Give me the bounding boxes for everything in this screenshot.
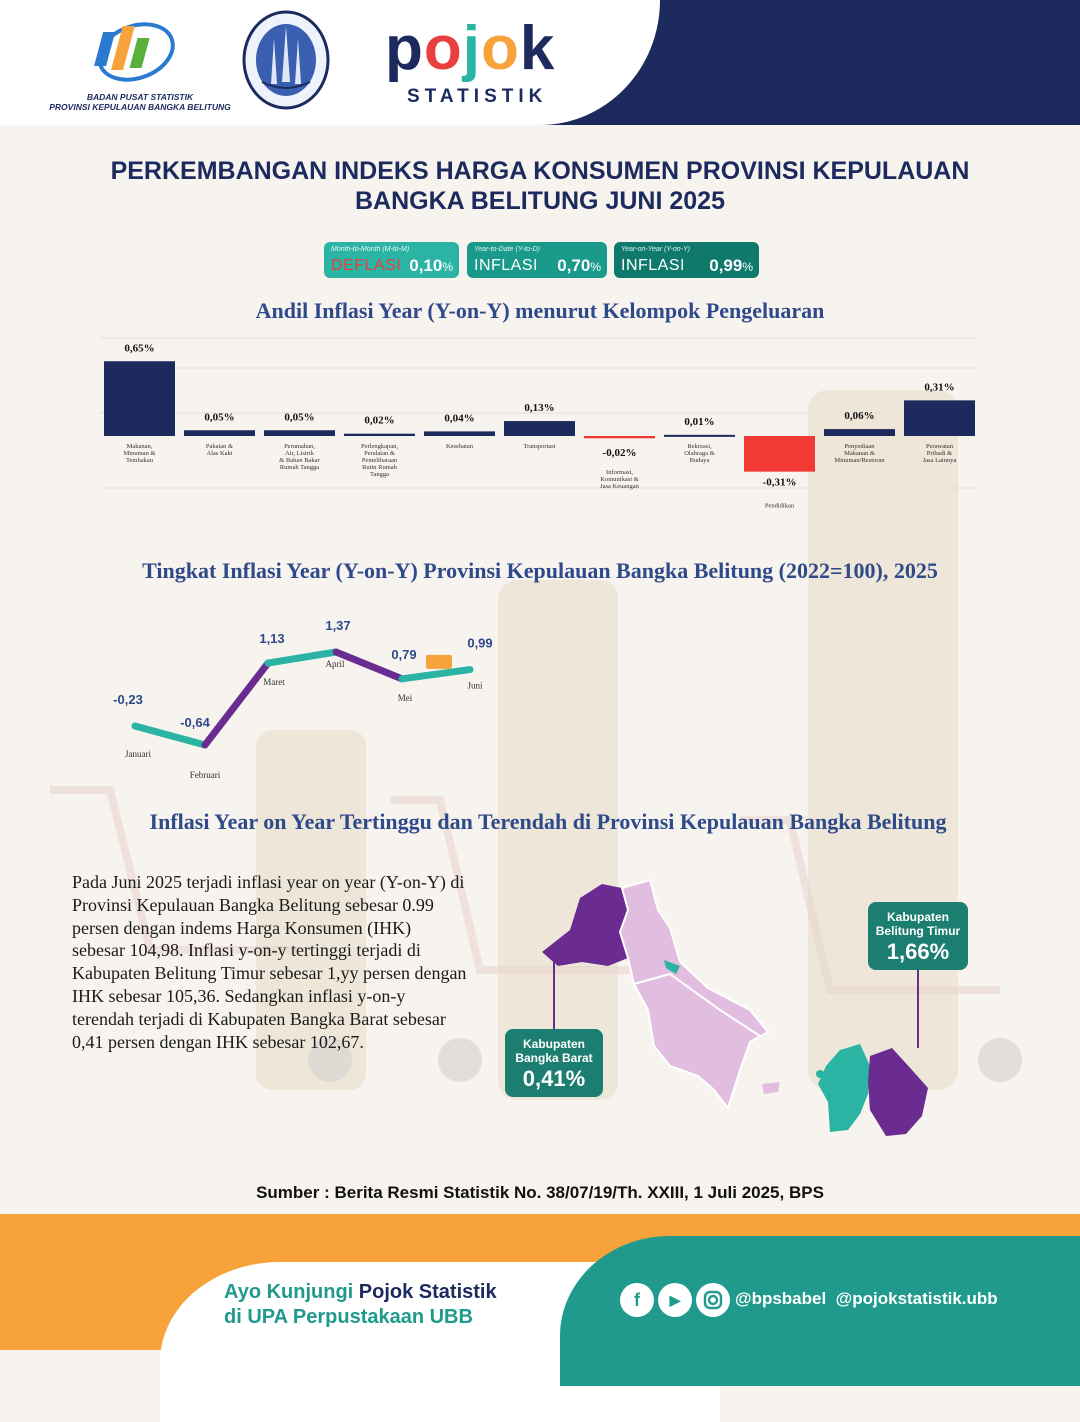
category-label: Transportasi	[523, 443, 556, 450]
month-label: Mei	[397, 692, 413, 703]
facebook-icon[interactable]: f	[620, 1283, 654, 1317]
badge-kind: INFLASI	[474, 257, 538, 274]
bar-value-label: 0,13%	[524, 402, 555, 415]
page-title	[60, 156, 1020, 216]
bar-value-label: 0,05%	[204, 411, 235, 424]
bar-value-label: 0,02%	[364, 414, 395, 427]
callout-belitung-timur	[868, 902, 968, 970]
category-label: Peralatan &	[364, 450, 395, 457]
category-label: Perlengkapan,	[360, 443, 399, 450]
line-value-label: -0,23	[113, 692, 143, 708]
callout-value: 0,41%	[522, 1066, 586, 1091]
pojok-letter: o	[423, 14, 463, 83]
instagram-icon[interactable]	[696, 1283, 730, 1317]
category-label: Makanan &	[844, 450, 875, 457]
map-bangka-barat	[542, 884, 628, 966]
bar-value-label: 0,04%	[444, 412, 475, 425]
badge-unit: %	[442, 260, 453, 274]
line-chart	[0, 620, 560, 790]
bar	[424, 431, 495, 436]
bar	[104, 361, 175, 436]
badge-period: Year-on-Year (Y-on-Y)	[621, 246, 690, 253]
social-handles	[735, 1289, 998, 1309]
category-label: Jasa Lainnya	[922, 457, 957, 464]
callout-value: 1,66%	[886, 939, 950, 964]
category-label: Olahraga &	[684, 450, 715, 457]
page-title-line1: PERKEMBANGAN INDEKS HARGA KONSUMEN PROVINSI KEPULAUAN	[110, 157, 970, 185]
category-label: Pribadi &	[926, 450, 953, 457]
month-label: Juni	[467, 680, 483, 691]
bar-value-label: 0,65%	[124, 342, 155, 355]
callout-name-line1: Kabupaten	[886, 910, 949, 924]
badge-value	[709, 256, 753, 276]
pojok-letter: o	[480, 14, 520, 83]
category-label: Rekreasi,	[687, 443, 712, 450]
category-label: Alas Kaki	[206, 450, 233, 457]
line-value-label: 0,79	[391, 646, 417, 662]
category-label: Tangga	[369, 471, 390, 478]
line-segment	[205, 663, 268, 745]
bar-value-label: 0,01%	[684, 415, 715, 428]
bar	[904, 400, 975, 436]
pojok-letter: k	[519, 14, 556, 83]
bar	[344, 434, 415, 436]
bar	[664, 435, 735, 437]
month-label: Februari	[189, 770, 221, 780]
bar	[504, 421, 575, 436]
line-value-label: 0,99	[467, 635, 493, 651]
category-label: Air, Listrik	[285, 450, 314, 457]
category-label: & Bahan Bakar	[279, 457, 320, 464]
line-chart-title: Tingkat Inflasi Year (Y-on-Y) Provinsi Kepulauan Bangka Belitung (2022=100), 2025	[142, 558, 938, 583]
category-label: Minuman/Restoran	[834, 457, 885, 464]
bar	[744, 436, 815, 472]
badge-yoy	[614, 242, 759, 278]
bps-logo-icon	[92, 14, 178, 92]
badge-number: 0,10	[409, 256, 443, 275]
bar	[184, 430, 255, 436]
callout-name-line2: Belitung Timur	[875, 924, 961, 938]
bar-value-label: 0,31%	[924, 381, 955, 394]
map-bangka	[620, 880, 768, 1108]
category-label: Perawatan	[925, 443, 954, 450]
truck-icon	[426, 655, 452, 669]
badge-number: 0,99	[709, 256, 743, 275]
pojok-wordmark	[385, 14, 555, 84]
month-label: Januari	[125, 749, 151, 760]
bps-caption-line2: PROVINSI KEPULAUAN BANGKA BELITUNG	[49, 102, 231, 112]
map-belitung-timur	[868, 1048, 928, 1136]
category-label: Budaya	[689, 457, 710, 464]
badge-ytd	[467, 242, 607, 278]
badge-kind: DEFLASI	[331, 257, 402, 274]
line-value-label: -0,64	[180, 715, 210, 730]
line-segment	[402, 670, 470, 679]
badge-number: 0,70	[557, 256, 591, 275]
category-label: Rumah Tangga	[279, 464, 320, 471]
summary-paragraph: Pada Juni 2025 terjadi inflasi year on year (Y-on-Y) di Provinsi Kepulauan Bangka Belitung sebesar 0.99 persen dengan indems Harga Konsumen (IHK) sebesar 104,98. Inflasi y-on-y tertinggi terjadi di Kabupaten Belitung Timur sebesar 1,yy persen dengan IHK sebesar 105,36. Sedangkan inflasi y-on-y terendah terjadi di Kabupaten Bangka Barat sebesar 0,41 persen dengan IHK sebesar 102,67.	[72, 872, 467, 1052]
badge-value	[557, 256, 601, 276]
line-value-label: 1,37	[325, 620, 351, 633]
month-label: Maret	[263, 677, 285, 688]
bar	[264, 430, 335, 436]
bar-value-label: 0,05%	[284, 411, 315, 424]
callout-name-line1: Kabupaten	[522, 1037, 585, 1051]
category-label: Pendidikan	[764, 502, 795, 510]
category-label: Rutin Rumah	[362, 464, 397, 471]
source-note: Sumber : Berita Resmi Statistik No. 38/07/19/Th. XXIII, 1 Juli 2025, BPS	[256, 1183, 824, 1202]
category-label: Penyediaan	[844, 443, 875, 450]
bar-value-label: 0,06%	[844, 410, 875, 423]
badge-period: Year-to-Date (Y-to-D)	[474, 246, 540, 253]
category-label: Tembakau	[126, 457, 153, 464]
badge-unit: %	[590, 260, 601, 274]
badge-value	[409, 256, 453, 276]
pojok-subtitle: STATISTIK	[407, 86, 548, 107]
category-label: Pemeliharaan	[361, 457, 398, 464]
category-label: Makanan,	[126, 443, 153, 450]
category-label: Kesehatan	[445, 443, 474, 450]
map-belitung	[818, 1044, 870, 1132]
pojok-letter: j	[462, 14, 481, 83]
category-label: Minuman &	[123, 450, 156, 457]
badge-kind: INFLASI	[621, 257, 685, 274]
category-label: Perumahan,	[284, 443, 315, 450]
ubb-seal-icon	[240, 4, 332, 110]
line-value-label: 1,13	[259, 631, 285, 647]
callout-name	[868, 902, 968, 938]
bps-caption	[40, 92, 240, 112]
section3-title: Inflasi Year on Year Tertinggu dan Terendah di Provinsi Kepulauan Bangka Belitung	[149, 809, 947, 834]
footer-line2: di UPA Perpustakaan UBB	[224, 1306, 473, 1328]
bps-caption-line1: BADAN PUSAT STATISTIK	[86, 92, 194, 102]
callout-bangka-barat	[505, 1029, 603, 1097]
callout-name-line2: Bangka Barat	[515, 1051, 593, 1065]
category-label: Informasi,	[606, 469, 633, 476]
youtube-icon[interactable]: ▶	[658, 1283, 692, 1317]
handle-pojokstatistik[interactable]: @pojokstatistik.ubb	[835, 1289, 998, 1308]
footer-line1	[224, 1281, 497, 1304]
handle-bpsbabel[interactable]: @bpsbabel	[735, 1289, 827, 1308]
bar-value-label: -0,31%	[762, 476, 797, 489]
badge-mtm	[324, 242, 459, 278]
category-label: Jasa Keuangan	[600, 483, 639, 490]
bar-value-label: -0,02%	[602, 447, 637, 459]
callout-name	[505, 1029, 603, 1065]
badge-period: Month-to-Month (M-to-M)	[331, 246, 410, 253]
category-label: Komunikasi &	[600, 476, 639, 483]
page-title-line2: BANGKA BELITUNG JUNI 2025	[355, 187, 725, 215]
badge-unit: %	[742, 260, 753, 274]
month-label: April	[325, 659, 345, 669]
footer-line1-a: Ayo Kunjungi	[224, 1281, 359, 1303]
footer-line1-b: Pojok Statistik	[358, 1281, 497, 1303]
category-label: Pakaian &	[205, 443, 234, 450]
bar	[824, 429, 895, 436]
bar-chart-title: Andil Inflasi Year (Y-on-Y) menurut Kelompok Pengeluaran	[255, 298, 825, 323]
pojok-letter: p	[385, 14, 424, 83]
bar	[584, 436, 655, 438]
bar-chart	[0, 330, 1080, 510]
